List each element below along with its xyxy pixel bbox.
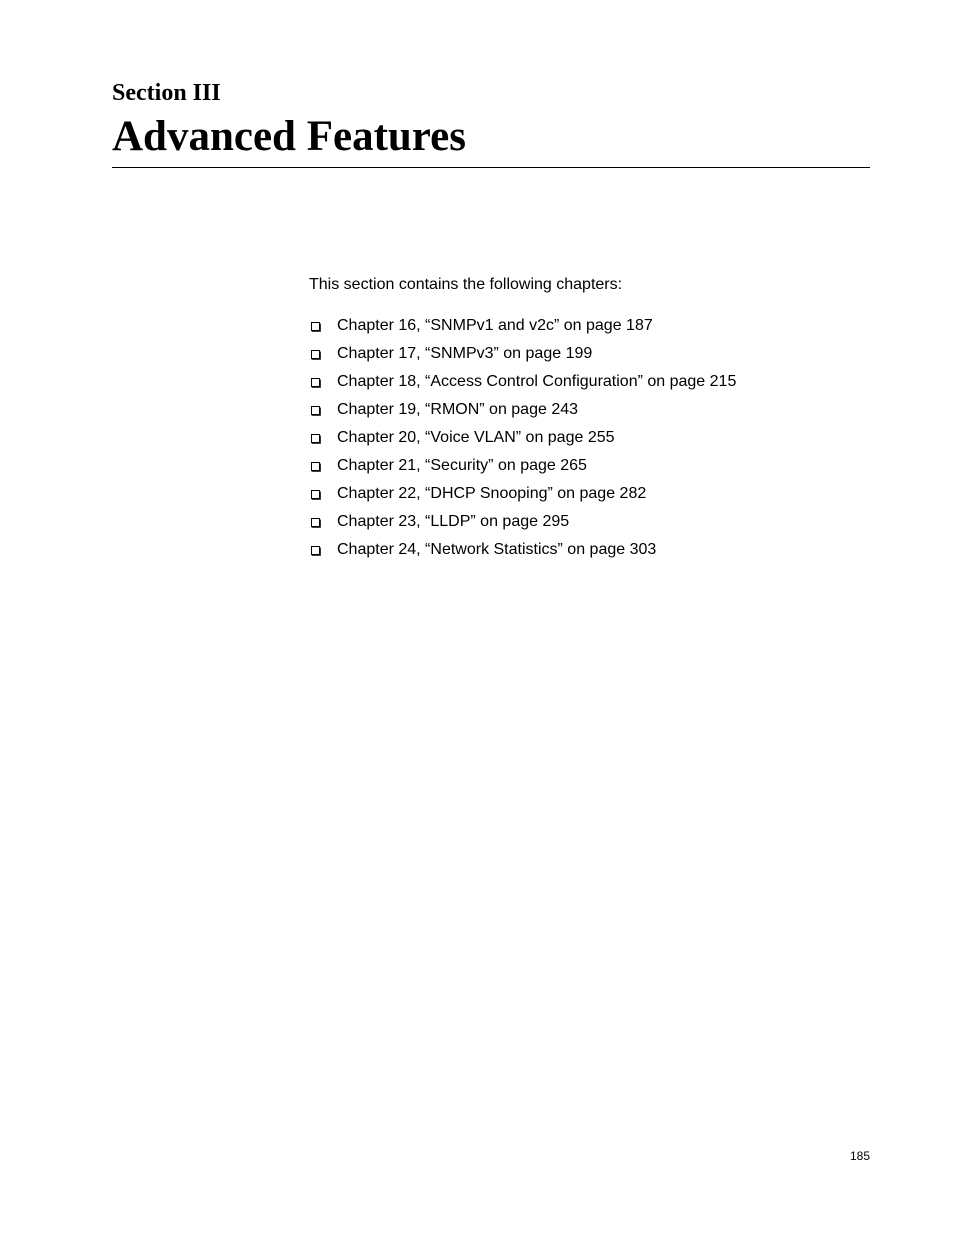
chapter-link[interactable]: Chapter 22, “DHCP Snooping” on page 282 [337, 485, 647, 502]
list-item [309, 536, 736, 564]
checkbox-square-icon [309, 516, 321, 528]
list-item [309, 508, 736, 536]
checkbox-square-icon [309, 404, 321, 416]
chapter-link[interactable]: Chapter 23, “LLDP” on page 295 [337, 513, 570, 530]
chapter-link[interactable]: Chapter 24, “Network Statistics” on page 303 [337, 541, 657, 558]
chapter-link[interactable]: Chapter 19, “RMON” on page 243 [337, 401, 579, 418]
title-divider [112, 167, 870, 168]
chapter-list [309, 312, 736, 564]
chapter-link[interactable]: Chapter 16, “SNMPv1 and v2c” on page 187 [337, 317, 653, 334]
checkbox-square-icon [309, 376, 321, 388]
page-number: 185 [849, 1149, 870, 1163]
list-item [309, 368, 736, 396]
chapter-link[interactable]: Chapter 17, “SNMPv3” on page 199 [337, 345, 593, 362]
page-title: Advanced Features [112, 113, 466, 160]
checkbox-square-icon [309, 544, 321, 556]
checkbox-square-icon [309, 488, 321, 500]
section-label: Section III [112, 80, 221, 106]
chapter-link[interactable]: Chapter 21, “Security” on page 265 [337, 457, 587, 474]
list-item [309, 312, 736, 340]
checkbox-square-icon [309, 460, 321, 472]
checkbox-square-icon [309, 432, 321, 444]
intro-paragraph: This section contains the following chapters: [309, 276, 623, 293]
chapter-link[interactable]: Chapter 20, “Voice VLAN” on page 255 [337, 429, 615, 446]
list-item [309, 452, 736, 480]
checkbox-square-icon [309, 348, 321, 360]
list-item [309, 424, 736, 452]
list-item [309, 480, 736, 508]
list-item [309, 340, 736, 368]
checkbox-square-icon [309, 320, 321, 332]
list-item [309, 396, 736, 424]
chapter-link[interactable]: Chapter 18, “Access Control Configuration” on page 215 [337, 373, 737, 390]
